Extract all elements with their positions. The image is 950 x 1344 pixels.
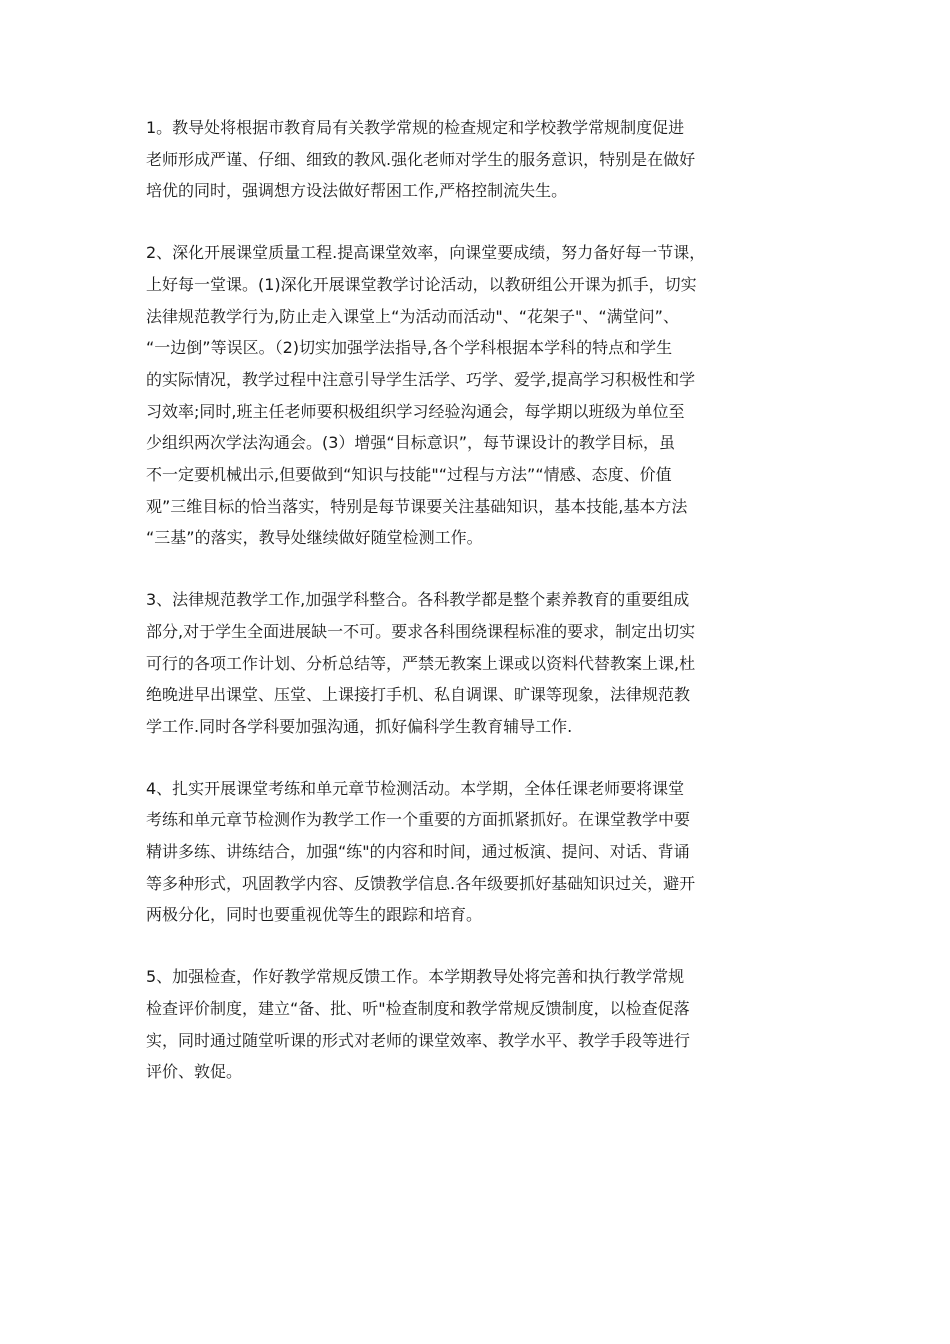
document-body — [146, 112, 816, 1118]
paragraph-5: 5、加强检查，作好教学常规反馈工作。本学期教导处将完善和执行教学常规 检查评价制度，建立“备、批、听"检查制度和教学常规反馈制度，以检查促落 实，同时通过随堂听课的形式对老师的课堂效率、教学水平、教学手段等进行 评价、敦促。 — [146, 967, 691, 1082]
paragraph-3: 3、法律规范教学工作,加强学科整合。各科教学都是整个素养教育的重要组成 部分,对于学生全面进展缺一不可。要求各科围绕课程标准的要求，制定出切实 可行的各项工作计划、分析总结等，严禁无教案上课或以资料代替教案上课,杜 绝晚进早出课堂、压堂、上课接打手机、私自调课、旷课等现象，法律规范教 学工作.同时各学科要加强沟通，抓好偏科学生教育辅导工作. — [146, 590, 696, 736]
paragraph-2: 2、深化开展课堂质量工程.提高课堂效率，向课堂要成绩，努力备好每一节课， 上好每一堂课。(1)深化开展课堂教学讨论活动，以教研组公开课为抓手，切实 法律规范教学行为,防止走入课堂上“为活动而活动"、“花架子"、“满堂问”、 “一边倒”等误区。（2)切实加强学法指导,各个学科根据本学科的特点和学生 的实际情况，教学过程中注意引导学生活学、巧学、爱学,提高学习积极性和学 习效率;同时,班主任老师要积极组织学习经验沟通会，每学期以班级为单位至 少组织两次学法沟通会。(3）增强“目标意识”，每节课设计的教学目标，虽 不一定要机械出示,但要做到“知识与技能"“过程与方法”“情感、态度、价值 观”三维目标的恰当落实，特别是每节课要关注基础知识，基本技能,基本方法 “三基”的落实，教导处继续做好随堂检测工作。 — [146, 243, 706, 548]
paragraph-1: 1。教导处将根据市教育局有关教学常规的检查规定和学校教学常规制度促进 老师形成严谨、仔细、细致的教风.强化老师对学生的服务意识，特别是在做好 培优的同时，强调想方设法做好帮困工作,严格控制流失生。 — [146, 118, 696, 201]
paragraph-4: 4、扎实开展课堂考练和单元章节检测活动。本学期，全体任课老师要将课堂 考练和单元章节检测作为教学工作一个重要的方面抓紧抓好。在课堂教学中要 精讲多练、讲练结合，加强“练"的内容和时间，通过板演、提问、对话、背诵 等多种形式，巩固教学内容、反馈教学信息.各年级要抓好基础知识过关，避开 两极分化，同时也要重视优等生的跟踪和培育。 — [146, 778, 696, 925]
